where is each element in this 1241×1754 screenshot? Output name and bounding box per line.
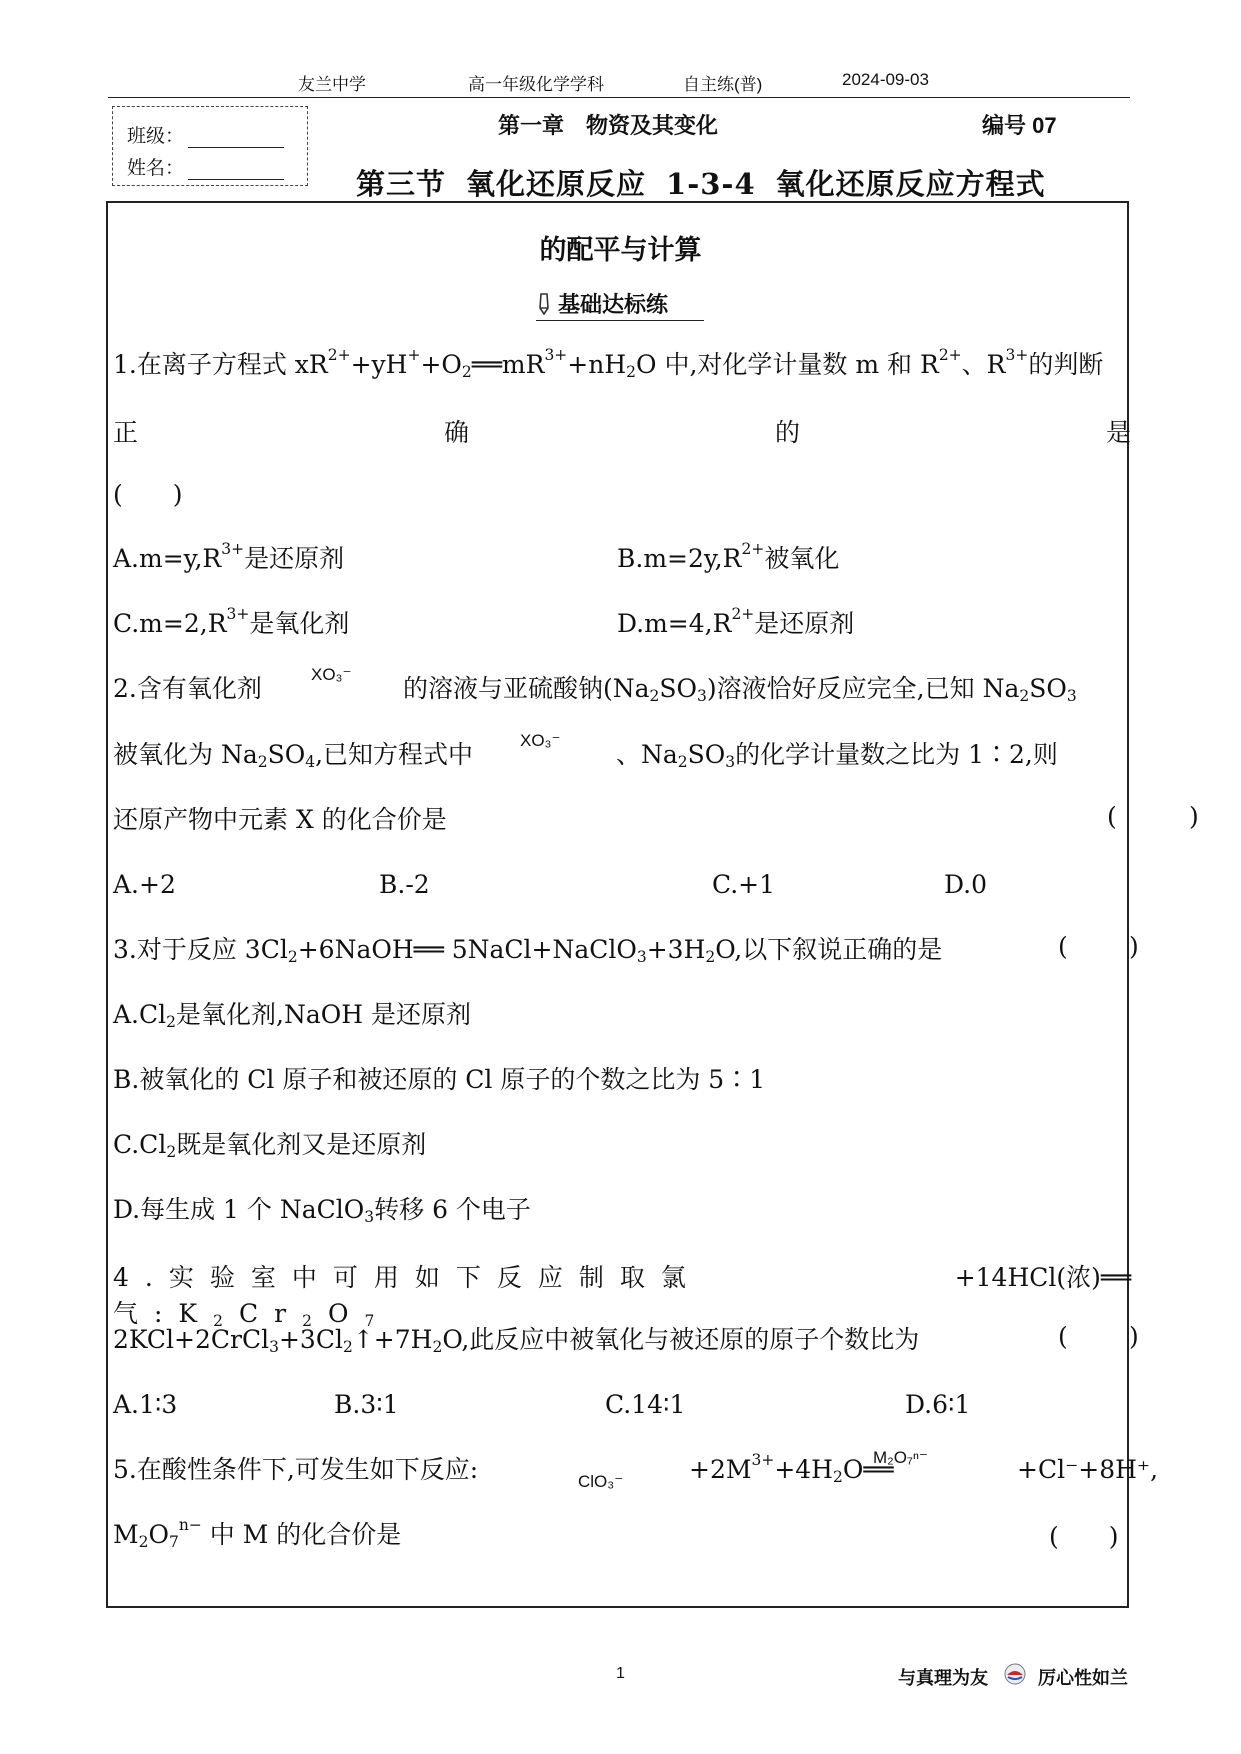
title-topic: 氧化还原反应 [466,167,647,201]
q1-stem-tail: 中,对化学计量数 m 和 R [664,350,939,379]
school-name: 友兰中学 [298,75,366,94]
q1-stem: 1.在离子方程式 $xR^{2+}+yH^++O_2══mR^{3+}+nH_2O$ 中,对化学计量数 m 和 $R^{2+}$、$R^{3+}$的判断 [113,345,1104,381]
q4-paren-close[interactable]: ) [1129,1322,1139,1351]
chapter-title: 第一章 物资及其变化 [498,113,719,138]
q2-formula-xo3: XO₃⁻ [311,665,352,684]
q4-stem-line2: $2KCl+2CrCl_3+3Cl_2↑+7H_2O$,此反应中被氧化与被还原的原子个数比为 [113,1325,920,1356]
q5-stem-line2: $M_2O_7^{n-}$ 中 M 的化合价是 [113,1515,402,1551]
q2-stem-line1: 2.含有氧化剂 XO₃⁻ 的溶液与亚硫酸钠$(Na_2SO_3)$溶液恰好反应完全,已知 $Na_2SO_3$ [113,671,1153,707]
q1-word: 是 [1105,418,1131,447]
q1-word: 确 [443,418,469,447]
header-date: 2024-09-03 [842,70,929,89]
class-label: 班级： [127,126,185,147]
pencil-icon [536,293,552,315]
q4-option-d[interactable]: D.6∶1 [905,1390,971,1419]
q3-option-b[interactable]: B.被氧化的 Cl 原子和被还原的 Cl 原子的个数之比为 5∶1 [113,1065,766,1094]
q1-option-b[interactable]: $B.m=2y,R^{2+}$被氧化 [617,539,840,573]
q4-option-b[interactable]: B.3∶1 [334,1390,399,1419]
lesson-title-continued: 的配平与计算 [539,235,702,266]
q2-option-a[interactable]: A.+2 [113,870,176,899]
q1-stem-lead: 1.在离子方程式 xR [113,350,328,379]
motto-right: 厉心性如兰 [1038,1668,1128,1689]
q1-word: 正 [113,418,139,447]
class-field[interactable] [127,121,284,148]
section-tag [536,288,668,319]
header-divider [108,97,1130,98]
q3-stem: 3.对于反应 $3Cl_2+6NaOH══$ $5NaCl+NaClO_3+3H_2O$,以下叙说正确的是 [113,935,943,966]
q1-answer-paren[interactable]: ( ) [113,480,183,509]
q2-formula-xo3-b: XO₃⁻ [520,731,561,750]
lesson-title [356,162,1046,203]
q3-paren-close[interactable]: ) [1129,932,1139,961]
q4-stem-line1: 4.实验室中可用如下反应制取氯气$:K_2Cr_2O_7$ +14HCl(浓)══ [113,1263,1131,1330]
q3-paren-open[interactable]: ( [1058,932,1068,961]
q4-paren-open[interactable]: ( [1058,1322,1068,1351]
sheet-number: 编号 07 [982,113,1057,138]
q2-text: 2.含有氧化剂 [113,674,262,703]
q2-option-b[interactable]: B.-2 [379,870,430,899]
q1-option-a[interactable]: $A.m=y,R^{3+}$是还原剂 [113,539,345,573]
page-number: 1 [616,1665,625,1682]
q2-stem-line3: 还原产物中元素 X 的化合价是 [113,805,447,834]
practice-type: 自主练(普) [683,75,763,94]
q2-option-c[interactable]: C.+1 [712,870,776,899]
class-blank[interactable] [188,129,284,148]
q4-option-c[interactable]: C.14∶1 [605,1390,686,1419]
q2-stem-line2: 被氧化为 $Na_2SO_4$,已知方程式中 XO₃⁻ 、$Na_2SO_3$的化学计量数之比为 1∶2,则 [113,737,1153,773]
q5-answer-paren[interactable]: ( ) [1049,1522,1119,1551]
title-section: 第三节 [356,167,447,201]
q3-option-a[interactable]: $A.Cl_2$是氧化剂,NaOH 是还原剂 [113,1000,471,1031]
q5-stem-line1: 5.在酸性条件下,可发生如下反应: ClO₃⁻ $+2M^{3+}+4H_2O══$ M₂O₇ⁿ⁻ +Cl⁻+8H⁺, [113,1452,1133,1488]
q2-paren-open[interactable]: ( [1107,802,1117,831]
q1-option-c[interactable]: $C.m=2,R^{3+}$是氧化剂 [113,604,350,638]
school-emblem-icon [1004,1663,1026,1685]
q3-option-c[interactable]: $C.Cl_2$既是氧化剂又是还原剂 [113,1130,427,1161]
q1-stem-line2 [113,413,1131,449]
name-label: 姓名： [127,158,185,179]
name-blank[interactable] [188,161,284,180]
q2-paren-close[interactable]: ) [1189,802,1199,831]
q1-word: 的 [774,418,800,447]
q1-option-d[interactable]: $D.m=4,R^{2+}$是还原剂 [617,604,855,638]
q2-option-d[interactable]: D.0 [944,870,988,899]
grade-subject: 高一年级化学学科 [468,75,604,94]
title-subject: 氧化还原反应方程式 [775,167,1046,201]
student-info-box [112,106,308,186]
q4-option-a[interactable]: A.1∶3 [113,1390,178,1419]
section-tag-underline [536,320,704,321]
title-code: 1-3-4 [666,167,756,201]
name-field[interactable] [127,153,284,180]
q3-option-d[interactable]: D.每生成 1 个 NaClO$_3$转移 6 个电子 [113,1195,531,1226]
q5-formula-clo3: ClO₃⁻ [578,1472,624,1491]
q5-formula-m2o7: M₂O₇ⁿ⁻ [873,1448,929,1467]
section-tag-text: 基础达标练 [558,292,669,317]
motto-left: 与真理为友 [898,1668,988,1689]
